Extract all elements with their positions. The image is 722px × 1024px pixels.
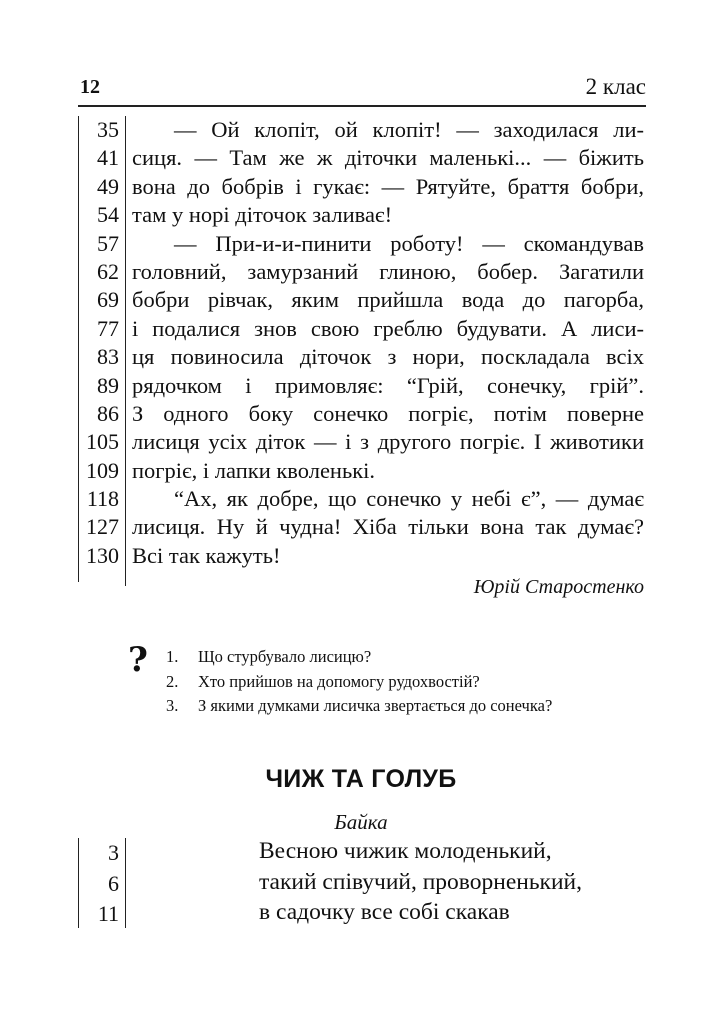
header-rule [78,105,646,107]
story-line: погріє, і лапки кволенькі. [132,457,376,483]
story-line: — При-и-и-пинити роботу! — скомандував [174,230,644,256]
question-number: 2. [166,671,179,691]
grade-label: 2 клас [585,74,646,99]
poem-line: в садочку все собі скакав [259,899,510,925]
word-count: 130 [86,542,119,568]
question-number: 1. [166,647,179,666]
question-number: 3. [166,696,179,715]
poem-word-counts [98,838,119,930]
word-count: 6 [108,870,119,896]
word-count: 3 [108,840,119,865]
question-item [166,670,552,695]
question-text: З якими думками лисичка звертається до сонечка? [198,696,553,715]
word-count: 118 [86,486,119,512]
story-line: там у норі діточок заливає! [132,202,393,228]
question-text: Хто прийшов на допомогу рудохвостій? [198,671,480,691]
story-line: сиця. — Там же ж діточки маленькі... — біжить [132,145,644,171]
story-line: З одного боку сонечко погріє, потім поверне [132,400,644,426]
word-count: 54 [97,202,119,228]
word-count: 77 [97,315,119,341]
story-line: бобри рівчак, яким прийшла вода до пагорба, [132,287,644,313]
poem-count-column-left-rule [78,838,79,928]
word-count: 41 [97,145,119,171]
question-text: Що стурбувало лисицю? [198,647,372,666]
word-count: 89 [97,372,119,398]
story-line: ця повиносила діточок з нори, поскладала всіх [132,344,644,370]
word-count: 69 [97,287,119,313]
story-line: лисиця усіх діток — і з другого погріє. І животики [132,429,644,455]
story-line: головний, замурзаний глиною, бобер. Загатили [132,258,644,284]
poem-genre: Байка [334,810,388,834]
word-count: 105 [86,429,119,455]
page-header [80,74,646,104]
word-count: 86 [97,400,119,426]
word-count: 49 [97,173,119,199]
word-count: 62 [97,258,119,284]
word-count: 11 [97,901,119,926]
count-column-rule [125,116,126,586]
story-line: — Ой клопіт, ой клопіт! — заходилася ли- [174,117,644,142]
poem-text [259,836,582,928]
page-number: 12 [80,76,100,98]
poem-line: такий співучий, проворненький, [259,868,582,895]
question-mark-icon: ? [128,640,148,680]
story-line: “Ах, як добре, що сонечко у небі є”, — думає [174,486,644,512]
story-line: і подалися знов свою греблю будувати. А лиси- [132,315,644,341]
poem-title: ЧИЖ ТА ГОЛУБ [265,765,457,793]
poem-count-column-rule [125,838,126,928]
questions-list [166,645,552,719]
word-count: 127 [86,514,119,540]
poem-line: Весною чижик молоденький, [259,838,552,864]
story-line: рядочком і примовляє: “Грій, сонечку, грій”. [132,372,644,398]
word-count: 35 [97,117,119,142]
count-column-left-rule [78,116,79,582]
story-line: Всі так кажуть! [132,542,281,568]
prose-word-counts [86,116,119,570]
word-count: 57 [97,230,119,256]
question-item [166,645,552,670]
word-count: 109 [86,457,119,483]
word-count: 83 [97,344,119,370]
question-item [166,694,552,719]
story-line: лисиця. Ну й чудна! Хіба тільки вона так думає? [132,514,644,540]
author-name: Юрій Старостенко [473,576,644,598]
story-text [132,116,644,570]
story-line: вона до бобрів і гукає: — Рятуйте, браття бобри, [132,173,644,199]
